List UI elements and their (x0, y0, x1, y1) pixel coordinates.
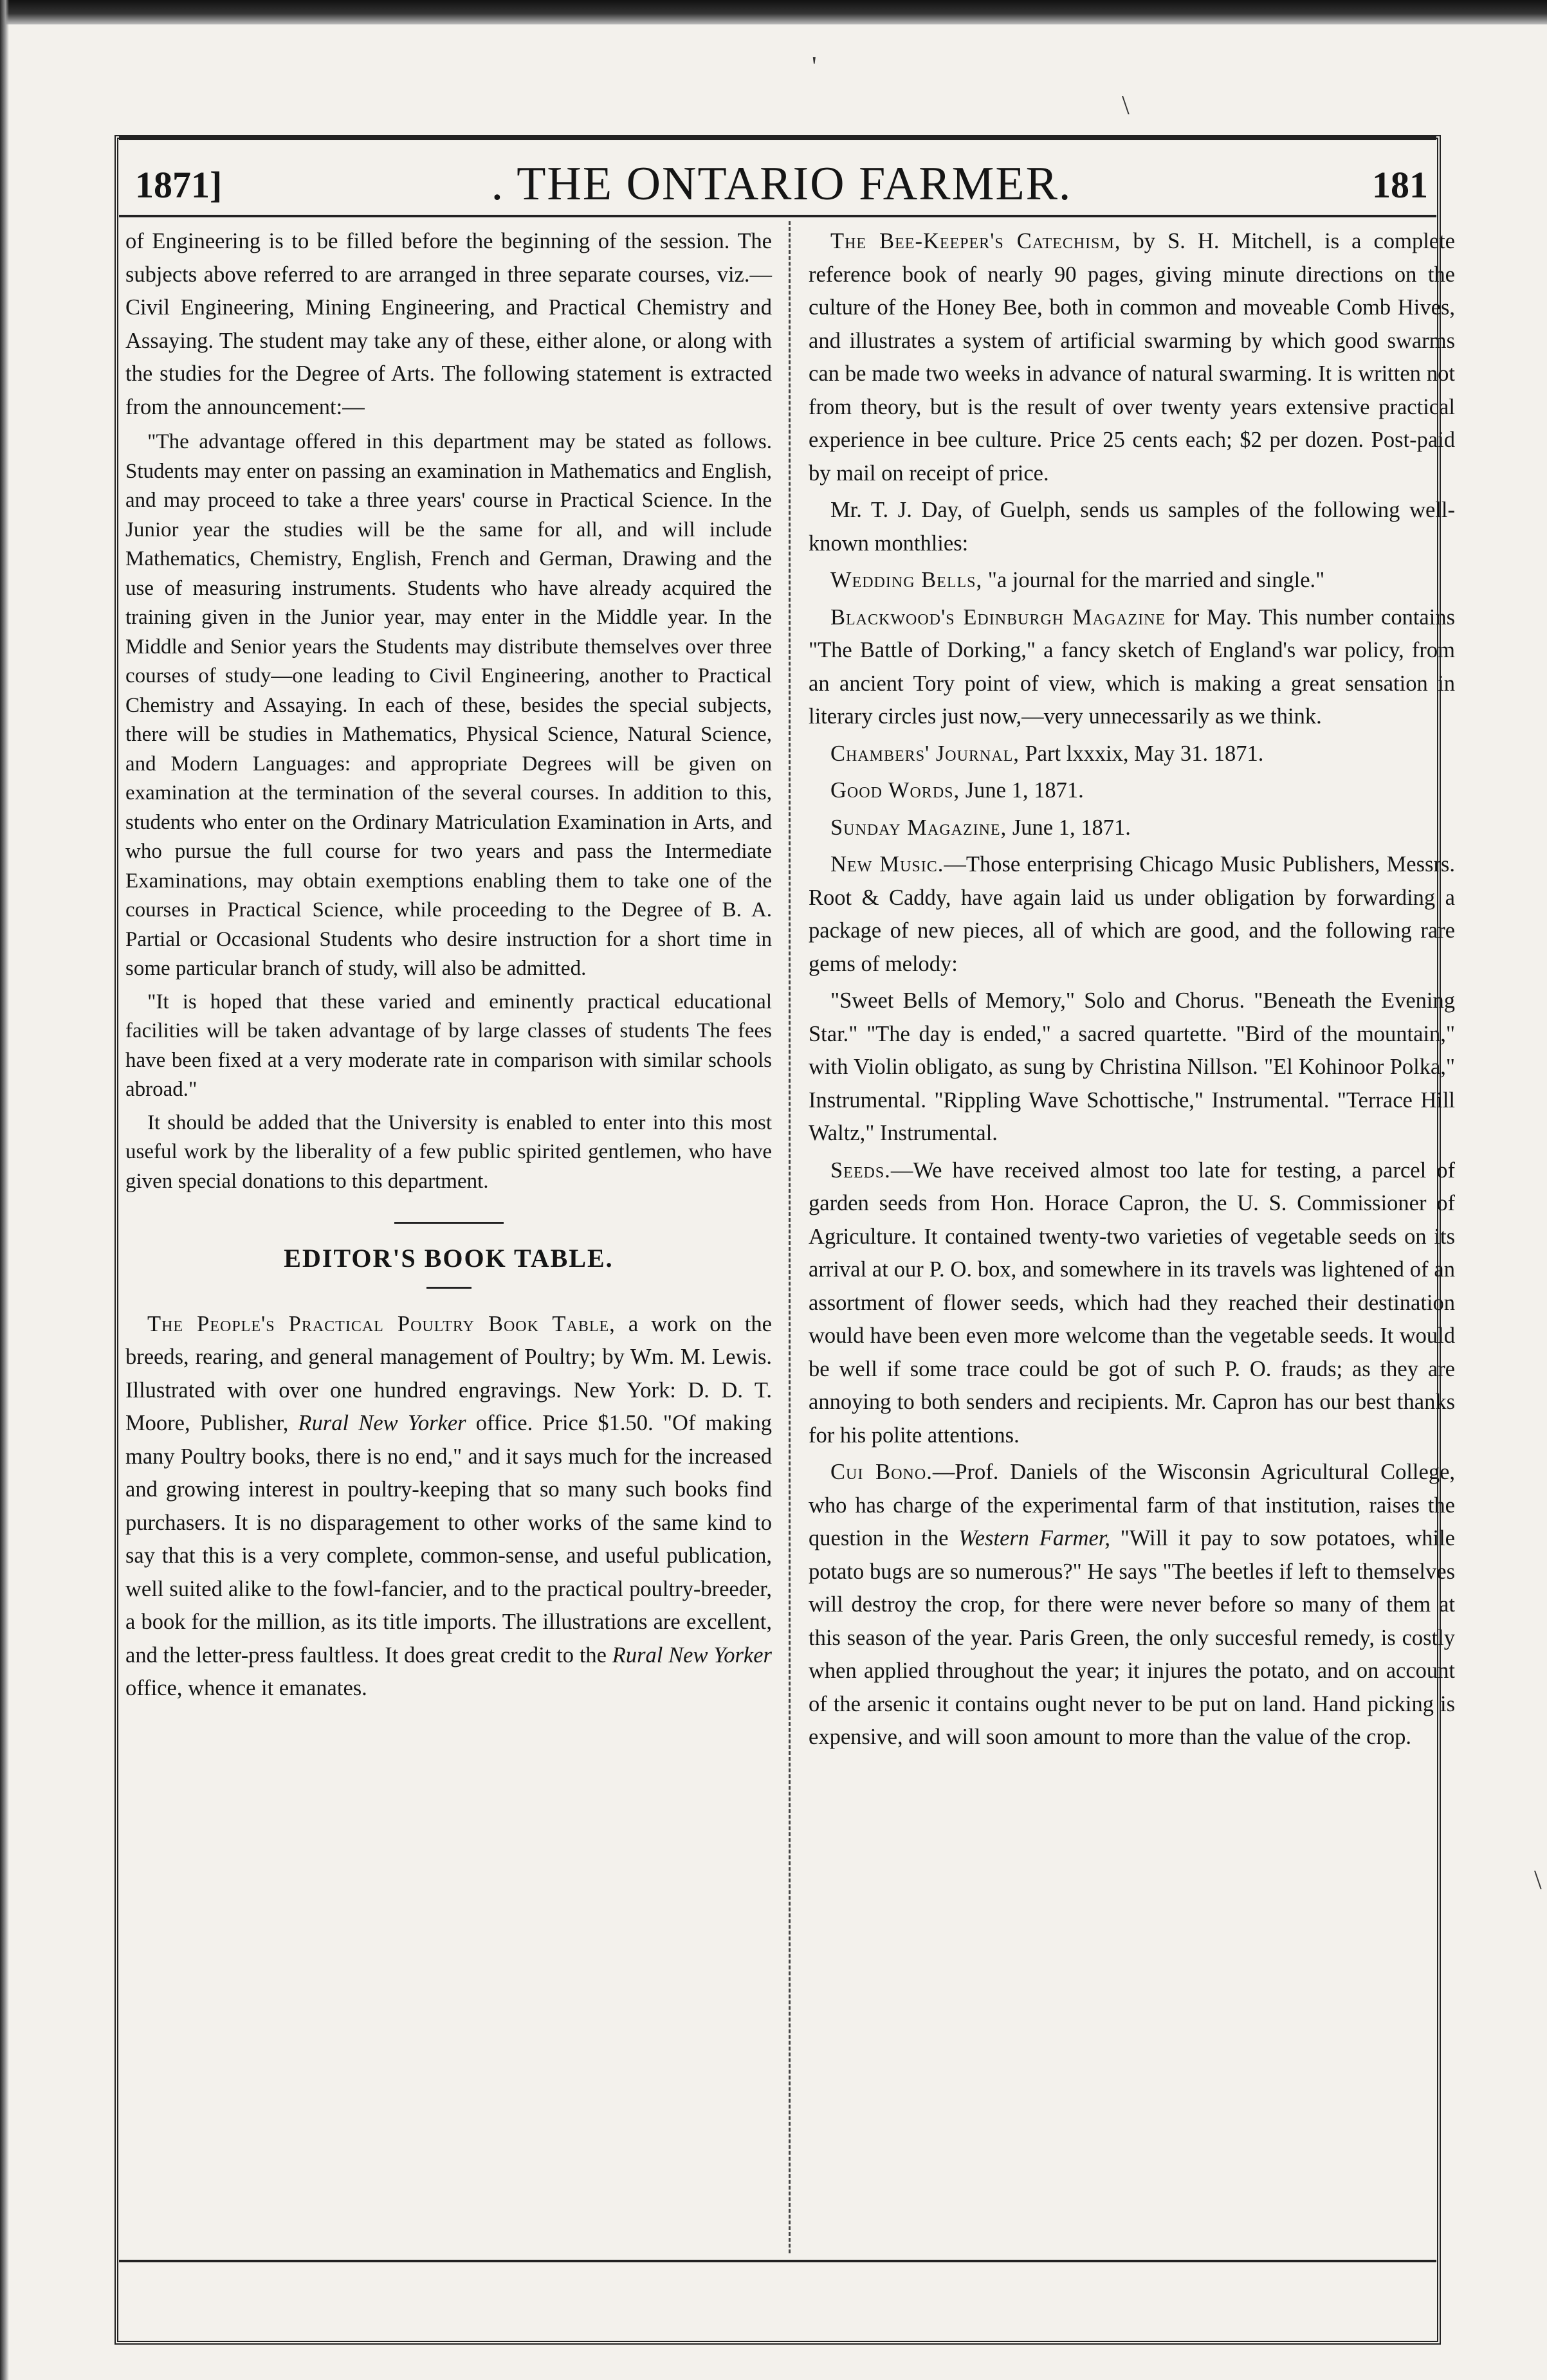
section-divider (426, 1287, 471, 1289)
scan-top-edge (0, 0, 1547, 24)
page-number: 181 (1372, 164, 1428, 206)
publication-name: Western Farmer, (958, 1526, 1111, 1550)
monthly-entry: Chambers' Journal, Part lxxxix, May 31. 1871. (830, 741, 1264, 766)
header-rule (119, 215, 1436, 217)
header-year: 1871] (135, 164, 223, 206)
ink-mark: \ (1122, 91, 1130, 120)
paragraph: It should be added that the University is enabled to enter into this most useful work by the liberality of a few public spirited gentlemen, who have given special donations to this department. (125, 1111, 772, 1193)
column-divider (789, 221, 791, 2253)
running-header (135, 152, 1428, 211)
monthly-title: Sunday Magazine, (830, 815, 1007, 840)
monthly-title: Blackwood's Edinburgh Magazine (830, 604, 1166, 630)
monthly-title: Good Words, (830, 778, 960, 803)
quoted-announcement: "The advantage offered in this department may be stated as follows. Students may enter on passing an examination in Mathematics and English, and may proceed to take a three years' course in Practical Science. In the Junior year the studies will be the same for all, and will include Mathematics, Chemistry, English, French and German, Drawing and the use of measuring instruments. Students who have already acquired the training given in the Junior year, may enter in the Middle year. In the Middle and Senior years the Students may distribute themselves over three courses of study—one leading to Civil Engineering, another to Practical Chemistry and Assaying. In each of these, besides the special subjects, there will be studies in Mathematics, Physical Science, Natural Science, and Modern Languages: and appropriate Degrees will be given on examination at the termination of the several courses. In addition to this, students who enter on the Ordinary Matriculation Examination in Arts, and who pursue the full course for two years and pass the Intermediate Examinations, may obtain exemptions enabling them to take one of the courses in Practical Science, while proceeding to the Degree of B. A. Partial or Occasional Students who desire instruction for a short time in some particular branch of study, will also be admitted. (125, 430, 772, 980)
monthly-entry: Blackwood's Edinburgh Magazine for May. This number contains "The Battle of Dorking," a fancy sketch of England's war policy, from an ancient Tory point of view, which is making a great sensation in literary circles just now,—very unnecessarily as we think. (809, 604, 1456, 729)
ink-mark: ' (812, 52, 817, 82)
monthly-title: Chambers' Journal, (830, 741, 1020, 766)
item-heading: New Music. (830, 852, 944, 877)
ink-mark: \ (1534, 1866, 1542, 1895)
publication-title: . THE ONTARIO FARMER. (491, 158, 1072, 210)
paragraph: Mr. T. J. Day, of Guelph, sends us samples of the following well-known monthlies: (809, 498, 1455, 556)
item-heading: Cui Bono. (830, 1460, 933, 1484)
section-divider (394, 1222, 504, 1224)
monthly-entry: Wedding Bells, "a journal for the married and single." (830, 568, 1325, 592)
right-column (809, 225, 1455, 1758)
monthly-entry: Good Words, June 1, 1871. (830, 778, 1084, 803)
book-title: The People's Practical Poultry Book Table, (147, 1311, 616, 1336)
monthly-title: Wedding Bells, (830, 568, 983, 592)
publisher-name: Rural New Yorker (298, 1411, 466, 1435)
news-item: Seeds.—We have received almost too late for testing, a parcel of garden seeds from Hon. Horace Capron, the U. S. Commissioner of Agriculture. It contained twenty-two varieties of vegetable seeds on its arrival at our P. O. box, and somewhere in its travels was lightened of an assortment of flower seeds, which had they reached their destination would have been even more welcome than the vegetable seeds. It would be well if some trace could be got of such P. O. frauds; as they are annoying to both senders and recipients. Mr. Capron has our best thanks for his polite attentions. (809, 1158, 1455, 1448)
monthly-entry: Sunday Magazine, June 1, 1871. (830, 815, 1131, 840)
news-item: New Music.—Those enterprising Chicago Music Publishers, Messrs. Root & Caddy, have again laid us under obligation by forwarding a package of new pieces, all of which are good, and the following rare gems of melody: (809, 852, 1455, 976)
book-review: The People's Practical Poultry Book Table, a work on the breeds, rearing, and general management of Poultry; by Wm. M. Lewis. Illustrated with over one hundred engravings. New York: D. D. T. Moore, Publisher, Rural New Yorker office. Price $1.50. "Of making many Poultry books, there is no end," and it says much for the increased and growing interest in poultry-keeping that so many such books find purchasers. It is no disparagement to other works of the same kind to say that this is a very complete, common-sense, and useful publication, well suited alike to the fowl-fancier, and to the practical poultry-breeder, a book for the million, as its title imports. The illustrations are excellent, and the letter-press faultless. It does great credit to the Rural New Yorker office, whence it emanates. (125, 1311, 773, 1700)
left-column (125, 225, 772, 1709)
bottom-rule (119, 2260, 1436, 2262)
book-title: The Bee-Keeper's Catechism, (830, 229, 1121, 253)
section-heading: EDITOR'S BOOK TABLE. (284, 1244, 614, 1273)
news-item: Cui Bono.—Prof. Daniels of the Wisconsin Agricultural College, who has charge of the experimental farm of that institution, raises the question in the Western Farmer, "Will it pay to sow potatoes, while potato bugs are so numerous?" He says "The beetles if left to themselves will destroy the crop, for there were never before so many of them at this season of the year. Paris Green, the only succesful remedy, is costly when applied throughout the year; it injures the potato, and on account of the arsenic it contains ought never to be put on land. Hand picking is expensive, and will soon amount to more than the value of the crop. (809, 1460, 1456, 1749)
header-top-rule (119, 136, 1436, 140)
scan-left-edge (0, 0, 9, 2380)
publisher-name: Rural New Yorker (612, 1642, 772, 1667)
item-heading: Seeds. (830, 1158, 891, 1183)
book-review: The Bee-Keeper's Catechism, by S. H. Mitchell, is a complete reference book of nearly 90 pages, giving minute directions on the culture of the Honey Bee, both in common and moveable Comb Hives, and illustrates a system of artificial swarming by which good swarms can be made two weeks in advance of natural swarming. It is written not from theory, but is the result of over twenty years extensive practical experience in bee culture. Price 25 cents each; $2 per dozen. Post-paid by mail on receipt of price. (809, 229, 1455, 486)
music-list: "Sweet Bells of Memory," Solo and Chorus. "Beneath the Evening Star." "The day is ended," a sacred quartette. "Bird of the mountain," with Violin obligato, as sung by Christina Nillson. "El Kohinoor Polka," Instrumental. "Rippling Wave Schottische," Instrumental. "Terrace Hill Waltz," Instrumental. (809, 988, 1455, 1145)
quoted-paragraph: "It is hoped that these varied and eminently practical educational facilities will be taken advantage of by large classes of students The fees have been fixed at a very moderate rate in comparison with similar schools abroad." (125, 990, 772, 1101)
paragraph: of Engineering is to be filled before the beginning of the session. The subjects above referred to are arranged in three separate courses, viz.—Civil Engineering, Mining Engineering, and Practical Chemistry and Assaying. The student may take any of these, either alone, or along with the studies for the Degree of Arts. The following statement is extracted from the announcement:— (125, 229, 772, 419)
